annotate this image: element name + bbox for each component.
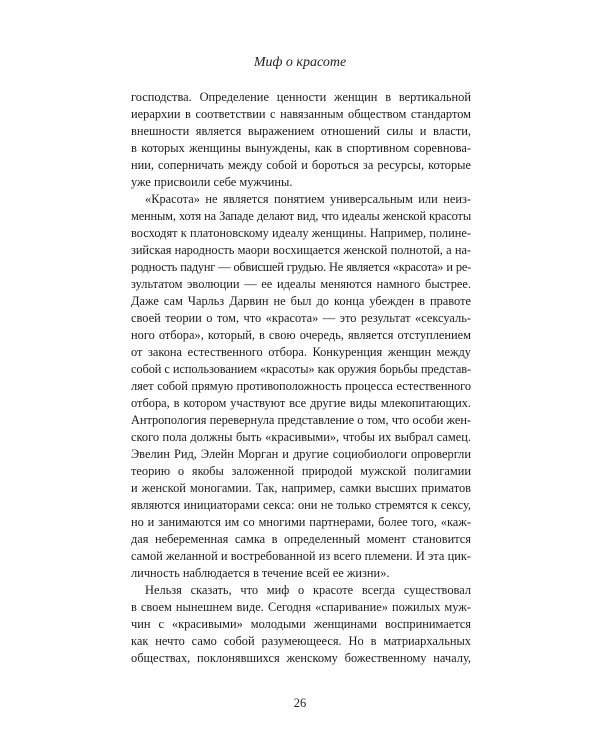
text-line: но и занимаются им со многими партнерами, более того, «каж-: [131, 515, 471, 529]
text-line: ного отбора», который, в свою очередь, является отступлением: [131, 328, 471, 342]
paragraph: [131, 89, 471, 191]
text-line: менным, хотя на Западе делают вид, что идеалы женской красоты: [131, 209, 471, 223]
text-line: самой желанной и востребованной из всего племени. И эта цик-: [131, 549, 471, 563]
text-line: «Красота» не является понятием универсальным или неиз-: [145, 192, 471, 206]
text-line: Нельзя сказать, что миф о красоте всегда существовал: [145, 583, 471, 597]
text-line: от закона естественного отбора. Конкуренция женщин между: [131, 345, 471, 359]
text-line: являются инициаторами секса: они не только стремятся к сексу,: [131, 498, 471, 512]
text-line: в своем нынешнем виде. Сегодня «спаривание» пожилых муж-: [131, 600, 471, 614]
text-line: нии, соперничать между собой и бороться за ресурсы, которые: [131, 158, 471, 172]
text-line: чин с «красивыми» молодыми женщинами воспринимается: [131, 617, 471, 631]
body-text: [131, 89, 471, 667]
text-line: и женской моногамии. Так, например, самки высших приматов: [131, 481, 471, 495]
text-line: ляет собой прямую противоположность процесса естественного: [131, 379, 471, 393]
text-line: как нечто само собой разумеющееся. Но в матриархальных: [131, 634, 471, 648]
text-line: иерархии в соответствии с навязанным обществом стандартом: [131, 107, 471, 121]
text-line: теорию о якобы заложенной природой мужской полигамии: [131, 464, 471, 478]
text-line: Даже сам Чарльз Дарвин не был до конца убежден в правоте: [131, 294, 471, 308]
text-line: своей теории о том, что «красота» — это результат «сексуаль-: [131, 311, 471, 325]
text-line: дая небеременная самка в определенный момент становится: [131, 532, 471, 546]
running-title: Миф о красоте: [253, 55, 347, 70]
text-line: восходят к платоновскому идеалу женщины. Например, полине-: [131, 226, 471, 240]
text-line: Антропология перевернула представление о том, что особи жен-: [131, 413, 471, 427]
text-line: личность наблюдается в течение всей ее жизни».: [131, 566, 390, 580]
paragraph: [131, 582, 471, 667]
text-line: господства. Определение ценности женщин в вертикальной: [131, 90, 471, 104]
text-line: Эвелин Рид, Элейн Морган и другие социобиологи опровергли: [131, 447, 471, 461]
text-line: зультатом эволюции — ее идеалы меняются намного быстрее.: [131, 277, 471, 291]
text-line: зийская народность маори восхищается женской полнотой, а на-: [131, 243, 471, 257]
text-line: обществах, поклонявшихся женскому божественному началу,: [131, 651, 471, 665]
text-line: в которых женщины вынуждены, как в спортивном соревнова-: [131, 141, 471, 155]
text-line: отбора, в котором участвуют все другие виды млекопитающих.: [131, 396, 471, 410]
text-line: собой с использованием «красоты» как оружия борьбы представ-: [131, 362, 471, 376]
text-line: внешности является выражением отношений силы и власти,: [131, 124, 471, 138]
text-line: родность падунг — обвисшей грудью. Не является «красота» и ре-: [131, 260, 471, 274]
paragraph: [131, 191, 471, 582]
text-line: ского пола должны быть «красивыми», чтобы их выбрал самец.: [131, 430, 471, 444]
page-number: 26: [293, 696, 307, 710]
text-line: уже присвоили себе мужчины.: [131, 175, 293, 189]
